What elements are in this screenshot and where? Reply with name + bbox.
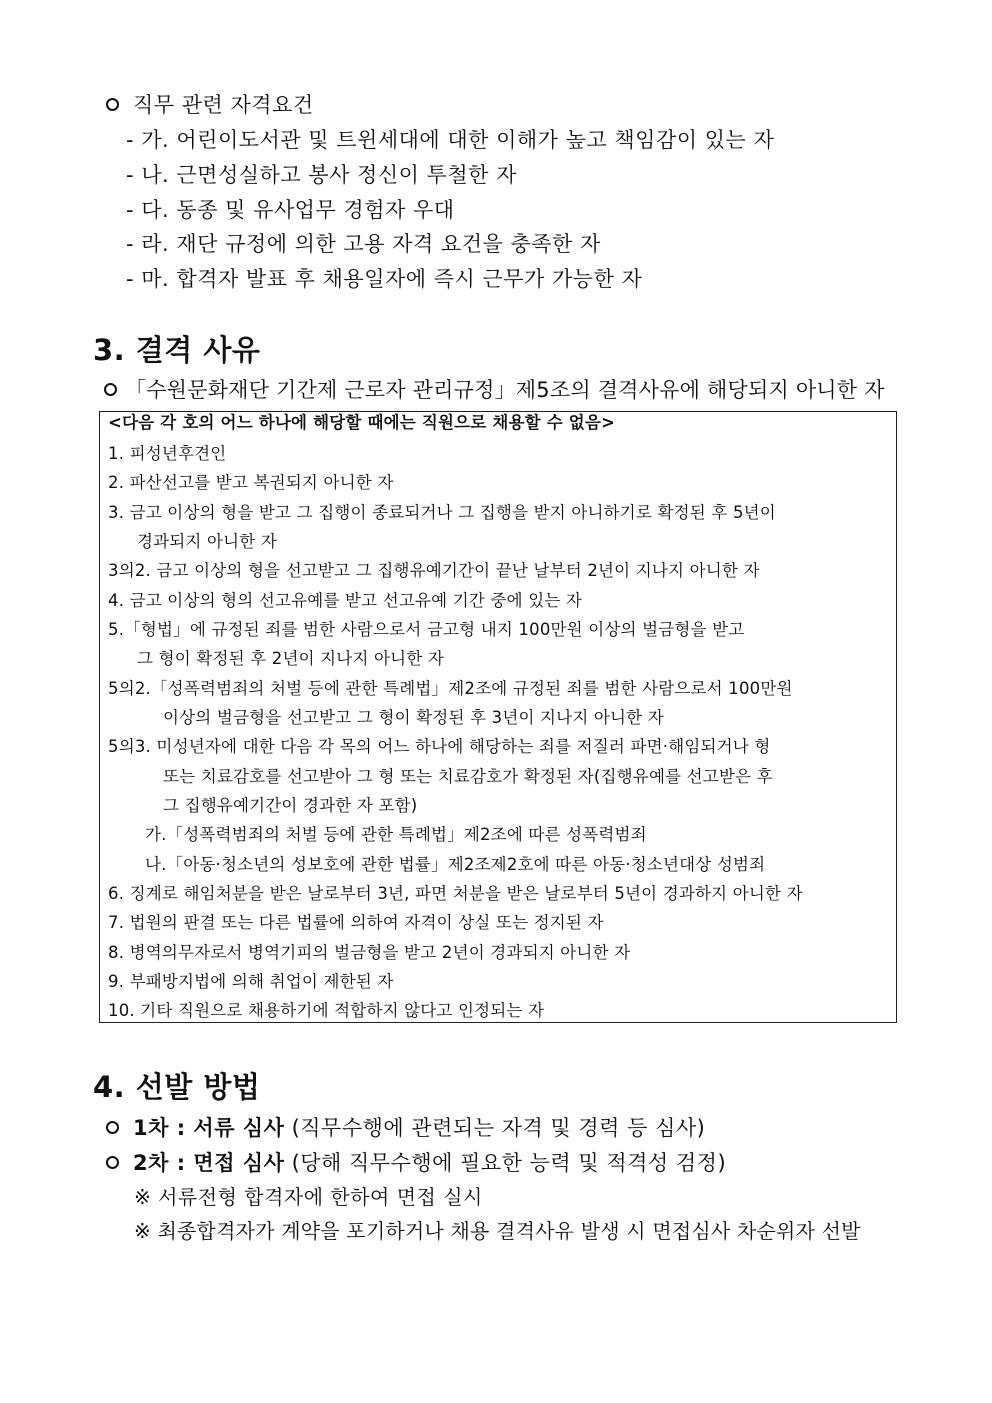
stage2-line [106,1149,726,1177]
box-line: 5의2.「성폭력범죄의 처벌 등에 관한 특례법」제2조에 규정된 죄를 범한 사람으로서 100만원 [108,679,793,698]
box-line: 8. 병역의무자로서 병역기피의 벌금형을 받고 2년이 경과되지 아니한 자 [108,943,631,962]
section4-heading: 4. 선발 방법 [93,1070,261,1104]
section3-intro-line [104,376,885,404]
box-title: <다음 각 호의 어느 하나에 해당할 때에는 직원으로 채용할 수 없음> [108,413,616,432]
box-line: 그 형이 확정된 후 2년이 지나지 아니한 자 [137,649,445,668]
qualification-item: - 가. 어린이도서관 및 트윈세대에 대한 이해가 높고 책임감이 있는 자 [126,128,775,152]
box-line: 경과되지 아니한 자 [137,532,278,551]
box-line: 2. 파산선고를 받고 복권되지 아니한 자 [108,473,394,492]
box-line: 나.「아동·청소년의 성보호에 관한 법률」제2조제2호에 따른 아동·청소년대상 성범죄 [145,855,766,874]
box-line: 그 집행유예기간이 경과한 자 포함) [163,796,418,815]
qualifications-title-line [106,91,314,119]
qualification-item: - 나. 근면성실하고 봉사 정신이 투철한 자 [126,163,517,187]
section3-intro: 「수원문화재단 기간제 근로자 관리규정」제5조의 결격사유에 해당되지 아니한 자 [125,378,885,402]
box-line: 1. 피성년후견인 [108,444,227,463]
qualification-item: - 라. 재단 규정에 의한 고용 자격 요건을 충족한 자 [126,232,601,256]
disqualification-box [99,411,897,1023]
stage2-desc: (당해 직무수행에 필요한 능력 및 적격성 검정) [291,1151,727,1175]
box-line: 가.「성폭력범죄의 처벌 등에 관한 특례법」제2조에 따른 성폭력범죄 [145,825,647,844]
selection-note: ※ 최종합격자가 계약을 포기하거나 채용 결격사유 발생 시 면접심사 차순위자 선발 [134,1219,861,1243]
box-line: 7. 법원의 판결 또는 다른 법률에 의하여 자격이 상실 또는 정지된 자 [108,913,604,932]
box-line: 5.「형법」에 규정된 죄를 범한 사람으로서 금고형 내지 100만원 이상의 벌금형을 받고 [108,620,745,639]
box-line: 3. 금고 이상의 형을 받고 그 집행이 종료되거나 그 집행을 받지 아니하기로 확정된 후 5년이 [108,503,776,522]
circle-bullet-icon [106,1156,119,1169]
box-line: 10. 기타 직원으로 채용하기에 적합하지 않다고 인정되는 자 [108,1001,545,1020]
box-line: 9. 부패방지법에 의해 취업이 제한된 자 [108,972,394,991]
qualification-item: - 마. 합격자 발표 후 채용일자에 즉시 근무가 가능한 자 [126,267,643,291]
box-line: 이상의 벌금형을 선고받고 그 형이 확정된 후 3년이 지나지 아니한 자 [163,708,664,727]
qualification-item: - 다. 동종 및 유사업무 경험자 우대 [126,198,455,222]
box-line: 4. 금고 이상의 형의 선고유예를 받고 선고유예 기간 중에 있는 자 [108,591,583,610]
circle-bullet-icon [106,1121,119,1134]
circle-bullet-icon [104,383,117,396]
box-line: 5의3. 미성년자에 대한 다음 각 목의 어느 하나에 해당하는 죄를 저질러 파면·해임되거나 형 [108,737,771,756]
box-line: 또는 치료감호를 선고받아 그 형 또는 치료감호가 확정된 자(집행유예를 선고받은 후 [163,767,773,786]
stage1-line [106,1114,705,1142]
stage2-label: 2차 : 면접 심사 [133,1151,285,1175]
box-line: 3의2. 금고 이상의 형을 선고받고 그 집행유예기간이 끝난 날부터 2년이 지나지 아니한 자 [108,561,760,580]
selection-note: ※ 서류전형 합격자에 한하여 면접 실시 [134,1185,483,1209]
stage1-desc: (직무수행에 관련되는 자격 및 경력 등 심사) [291,1116,706,1140]
section3-heading: 3. 결격 사유 [93,333,261,367]
qualifications-title: 직무 관련 자격요건 [133,93,314,117]
box-line: 6. 징계로 해임처분을 받은 날로부터 3년, 파면 처분을 받은 날로부터 5년이 경과하지 아니한 자 [108,884,803,903]
stage1-label: 1차 : 서류 심사 [133,1116,285,1140]
circle-bullet-icon [106,98,119,111]
